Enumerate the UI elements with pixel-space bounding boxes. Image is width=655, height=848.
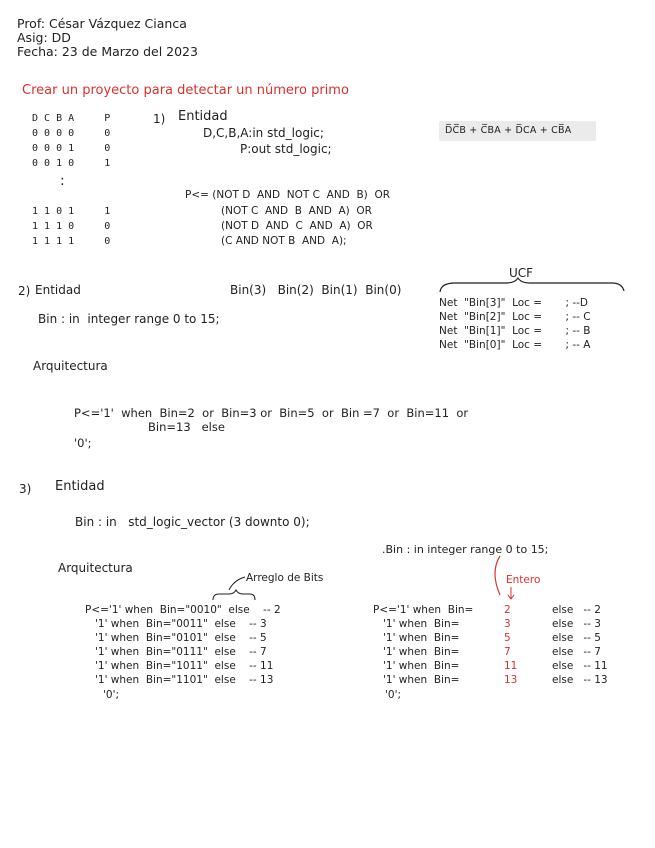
entero-label: Entero [506,574,541,586]
section3-right-code-end: '0'; [385,689,401,701]
entero-bracket-icon [495,556,500,595]
section2-assign-line: '0'; [74,436,92,450]
section3-right-code-value: 2 [504,604,511,616]
section3-right-code-value: 13 [504,674,518,686]
section2-assign-line: P<='1' when Bin=2 or Bin=3 or Bin=5 or Bin =7 or Bin=11 or [74,406,469,420]
section3-right-code-value: 11 [504,660,518,672]
section3-right-code-suffix: else -- 3 [552,618,601,630]
arreglo-arrow-icon [229,577,245,590]
section3-bin-declaration: Bin : in std_logic_vector (3 downto 0); [75,515,310,529]
section2-number: 2) [18,284,31,298]
section3-right-code-suffix: else -- 11 [552,660,608,672]
section3-right-code-prefix: '1' when Bin= [373,674,460,686]
section2-assign-line: Bin=13 else [148,420,225,434]
section3-right-code-value: 3 [504,618,511,630]
ucf-title: UCF [509,266,534,280]
section3-right-code-value: 5 [504,632,511,644]
entero-arrow-icon [508,587,514,599]
section1-entidad: Entidad [178,109,228,124]
section3-left-code-line: '0'; [103,689,119,701]
truth-table-row: 0 0 0 0 0 [32,128,111,139]
section3-left-code-line: '1' when Bin="0111" else -- 7 [85,646,267,658]
truth-table-head: D C B A P [32,113,111,124]
truth-table-row: 1 1 1 1 0 [32,236,111,247]
section3-number: 3) [19,482,32,496]
section3-right-code-prefix: '1' when Bin= [373,632,460,644]
page-title: Crear un proyecto para detectar un número primo [22,83,349,98]
section3-right-code-value: 7 [504,646,511,658]
ucf-line: Net "Bin[0]" Loc = ; -- A [439,339,591,351]
section1-expr-line: (NOT C AND B AND A) OR [221,205,372,217]
section3-right-code-suffix: else -- 13 [552,674,608,686]
section3-right-code-prefix: '1' when Bin= [373,618,460,630]
ucf-brace-icon [440,278,624,292]
section3-right-code-prefix: P<='1' when Bin= [373,604,474,616]
section3-arquitectura: Arquitectura [58,561,133,575]
header-prof: Prof: César Vázquez Cianca [17,16,187,31]
truth-table-ellipsis: : [60,173,65,189]
section2-bins: Bin(3) Bin(2) Bin(1) Bin(0) [230,283,402,297]
truth-table-row: 0 0 1 0 1 [32,158,111,169]
section2-arquitectura: Arquitectura [33,359,108,373]
truth-table-row: 1 1 1 0 0 [32,221,111,232]
section3-left-code-line: '1' when Bin="0101" else -- 5 [85,632,267,644]
section1-expr-line: (NOT D AND C AND A) OR [221,220,373,232]
section3-right-code-suffix: else -- 5 [552,632,601,644]
header-asig: Asig: DD [17,30,71,45]
truth-table-row: 0 0 0 1 0 [32,143,111,154]
section3-right-code-prefix: '1' when Bin= [373,660,460,672]
arreglo-brace-icon [213,590,255,600]
section2-entidad: Entidad [35,283,81,297]
ucf-line: Net "Bin[1]" Loc = ; -- B [439,325,591,337]
arreglo-de-bits-label: Arreglo de Bits [246,572,324,584]
section1-ports-in: D,C,B,A:in std_logic; [203,126,324,140]
section1-expr-line: P<= (NOT D AND NOT C AND B) OR [185,189,391,201]
section3-left-code-line: '1' when Bin="1011" else -- 11 [85,660,274,672]
header-fecha: Fecha: 23 de Marzo del 2023 [17,44,198,59]
section3-left-code-line: P<='1' when Bin="0010" else -- 2 [85,604,281,616]
section1-expr-line: (C AND NOT B AND A); [221,235,347,247]
section3-right-code-suffix: else -- 7 [552,646,601,658]
boolean-expression: D̅C̅B + C̅BA + D̅CA + CB̅A [445,125,572,136]
section3-left-code-line: '1' when Bin="0011" else -- 3 [85,618,267,630]
ucf-line: Net "Bin[3]" Loc = ; --D [439,297,588,309]
section3-left-code-line: '1' when Bin="1101" else -- 13 [85,674,274,686]
truth-table-row: 1 1 0 1 1 [32,206,111,217]
section1-number: 1) [153,112,166,126]
section3-entidad: Entidad [55,479,105,494]
section1-ports-out: P:out std_logic; [240,142,332,156]
section2-bin-declaration: Bin : in integer range 0 to 15; [38,312,220,326]
section3-right-declaration: .Bin : in integer range 0 to 15; [382,543,549,556]
section3-right-code-suffix: else -- 2 [552,604,601,616]
section3-right-code-prefix: '1' when Bin= [373,646,460,658]
ucf-line: Net "Bin[2]" Loc = ; -- C [439,311,591,323]
